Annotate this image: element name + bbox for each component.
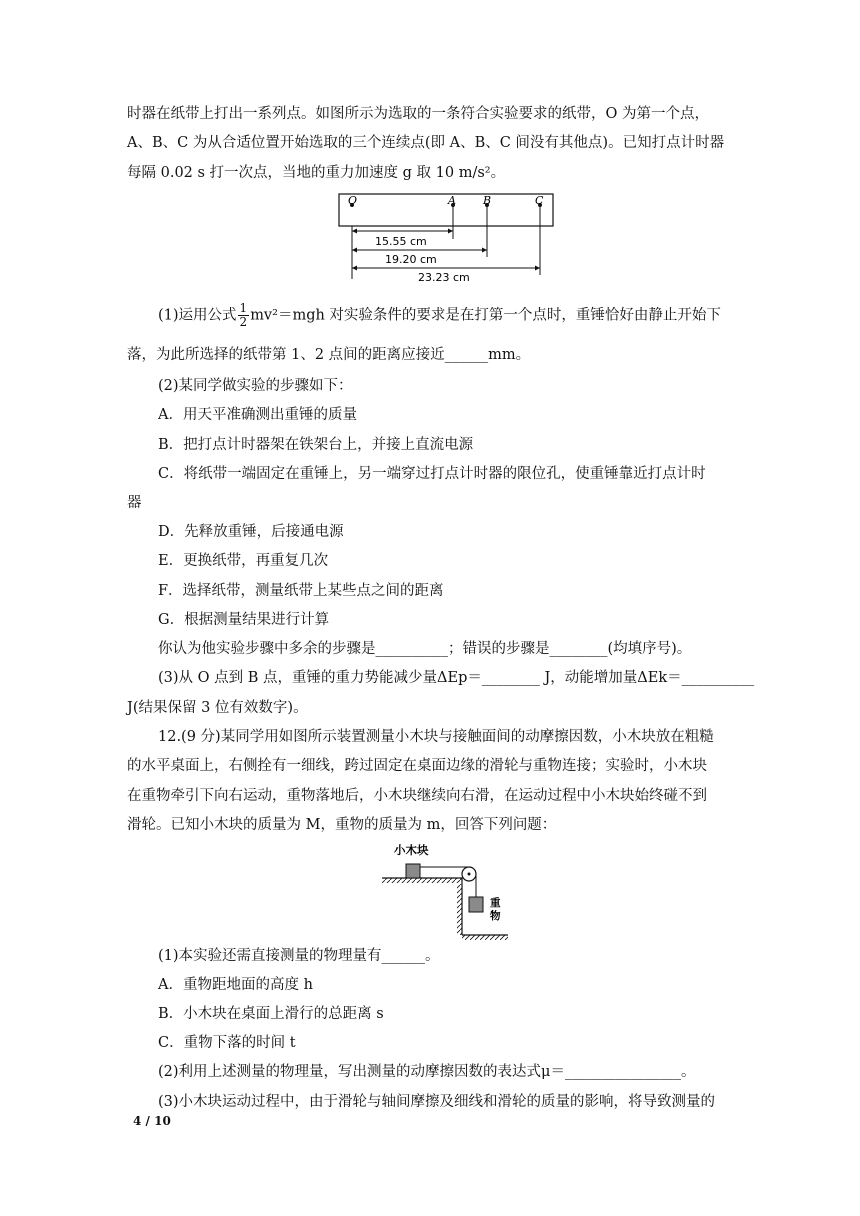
text-line: (3)从 O 点到 B 点，重锤的重力势能减少量ΔEp＝________ J，动能增加量ΔEk＝__________ <box>158 670 755 686</box>
question-1 <box>158 302 721 329</box>
text-line: 你认为他实验步骤中多余的步骤是__________；错误的步骤是________(均填序号)。 <box>158 641 692 657</box>
text-line: (1)本实验还需直接测量的物理量有______。 <box>158 948 440 964</box>
text-line: 滑轮。已知小木块的质量为 M，重物的质量为 m，回答下列问题： <box>127 817 557 833</box>
text-line: 落，为此所选择的纸带第 1、2 点间的距离应接近______mm。 <box>127 347 531 363</box>
text-line: (2)利用上述测量的物理量，写出测量的动摩擦因数的表达式μ＝________________。 <box>158 1064 696 1080</box>
text-line: J(结果保留 3 位有效数字)。 <box>127 700 308 716</box>
fraction-numerator: 1 <box>239 301 248 315</box>
weight-label-1: 重 <box>490 897 501 909</box>
apparatus-figure <box>380 840 510 940</box>
option-B: B．小木块在桌面上滑行的总距离 s <box>158 1006 384 1022</box>
text-line: (2)某同学做实验的步骤如下： <box>158 378 353 394</box>
text-line: 12.(9 分)某同学用如图所示装置测量小木块与接触面间的动摩擦因数，小木块放在粗糙 <box>158 729 714 745</box>
step-D: D．先释放重锤，后接通电源 <box>158 524 344 540</box>
point-O-label: O <box>348 194 358 207</box>
step-B: B．把打点计时器架在铁架台上，并接上直流电源 <box>158 437 474 453</box>
step-C-cont: 器 <box>127 495 142 511</box>
step-F: F．选择纸带，测量纸带上某些点之间的距离 <box>158 583 444 599</box>
q1-suffix: mv²＝mgh 对实验条件的要求是在打第一个点时，重锤恰好由静止开始下 <box>250 307 721 324</box>
dist-OA-label: 15.55 cm <box>375 235 427 248</box>
weight-label-2: 物 <box>490 910 501 922</box>
option-A: A．重物距地面的高度 h <box>158 977 313 993</box>
point-A-label: A <box>448 194 456 207</box>
step-C: C．将纸带一端固定在重锤上，另一端穿过打点计时器的限位孔，使重锤靠近打点计时 <box>158 466 706 482</box>
paper-tape-figure <box>338 193 556 285</box>
page-number: 4 / 10 <box>133 1114 171 1128</box>
point-C-label: C <box>535 194 544 207</box>
dist-OB-label: 19.20 cm <box>385 253 437 266</box>
block-label: 小木块 <box>394 843 429 857</box>
text-line: 在重物牵引下向右运动，重物落地后，小木块继续向右滑，在运动过程中小木块始终碰不到 <box>127 788 707 804</box>
step-G: G．根据测量结果进行计算 <box>158 612 330 628</box>
text-line: 时器在纸带上打出一系列点。如图所示为选取的一条符合实验要求的纸带，O 为第一个点， <box>127 106 709 122</box>
q1-prefix: (1)运用公式 <box>158 307 237 324</box>
option-C: C．重物下落的时间 t <box>158 1035 296 1051</box>
fraction-half <box>238 302 250 329</box>
step-A: A．用天平准确测出重锤的质量 <box>158 407 357 423</box>
step-E: E．更换纸带，再重复几次 <box>158 553 329 569</box>
fraction-denominator: 2 <box>239 315 248 329</box>
text-line: A、B、C 为从合适位置开始选取的三个连续点(即 A、B、C 间没有其他点)。已知打点计时器 <box>127 135 725 151</box>
dist-OC-label: 23.23 cm <box>418 271 470 284</box>
point-B-label: B <box>483 194 492 207</box>
text-line: 的水平桌面上，右侧拴有一细线，跨过固定在桌面边缘的滑轮与重物连接；实验时，小木块 <box>127 758 707 774</box>
text-line: 每隔 0.02 s 打一次点，当地的重力加速度 g 取 10 m/s²。 <box>127 165 506 181</box>
text-line: (3)小木块运动过程中，由于滑轮与轴间摩擦及细线和滑轮的质量的影响，将导致测量的 <box>158 1094 716 1110</box>
